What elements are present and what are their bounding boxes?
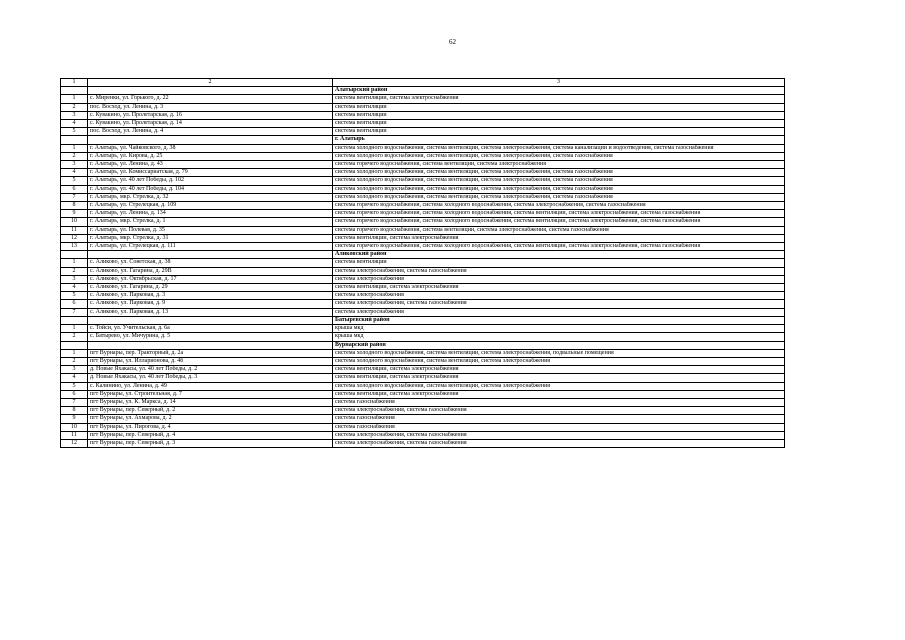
table-row xyxy=(61,267,785,275)
row-number: 10 xyxy=(61,423,88,431)
table-row xyxy=(61,103,785,111)
row-address: с. Миренки, ул. Горького, д. 22 xyxy=(88,95,333,103)
table-row xyxy=(61,366,785,374)
row-number: 1 xyxy=(61,325,88,333)
row-number: 4 xyxy=(61,120,88,128)
row-systems: система горячего водоснабжения, система холодного водоснабжения, система вентиляции, система электроснабжения, система газоснабжения xyxy=(333,218,785,226)
section-empty-cell xyxy=(88,341,333,349)
row-number: 4 xyxy=(61,169,88,177)
row-systems: система горячего водоснабжения, система вентиляции, система электроснабжения, система газоснабжения xyxy=(333,226,785,234)
row-address: пгт Вурнары, пер. Северный, д. 3 xyxy=(88,439,333,447)
row-address: пос. Восход, ул. Ленина, д. 3 xyxy=(88,103,333,111)
row-address: г. Алатырь, ул. Стрелецкая, д. 111 xyxy=(88,243,333,251)
section-empty-cell xyxy=(61,341,88,349)
row-number: 8 xyxy=(61,407,88,415)
row-systems: система холодного водоснабжения, система вентиляции, система электроснабжения, система газоснабжения xyxy=(333,193,785,201)
row-systems: система вентиляции, система электроснабжения xyxy=(333,95,785,103)
row-number: 2 xyxy=(61,152,88,160)
row-systems: система холодного водоснабжения, система вентиляции, система электроснабжения, система газоснабжения xyxy=(333,185,785,193)
table-row xyxy=(61,226,785,234)
row-number: 1 xyxy=(61,144,88,152)
row-systems: система холодного водоснабжения, система вентиляции, система электроснабжения xyxy=(333,357,785,365)
table-row xyxy=(61,374,785,382)
row-number: 10 xyxy=(61,218,88,226)
row-systems: система холодного водоснабжения, система вентиляции, система электроснабжения, система газоснабжения xyxy=(333,169,785,177)
row-number: 3 xyxy=(61,161,88,169)
table-header-row xyxy=(61,79,785,87)
row-number: 9 xyxy=(61,210,88,218)
row-number: 3 xyxy=(61,275,88,283)
row-number: 6 xyxy=(61,390,88,398)
section-row xyxy=(61,136,785,144)
row-number: 1 xyxy=(61,259,88,267)
row-systems: система электроснабжения xyxy=(333,292,785,300)
row-address: с. Аликово, ул. Гагарина, д. 29 xyxy=(88,284,333,292)
row-address: с. Тойси, ул. Учительская, д. 6а xyxy=(88,325,333,333)
row-systems: система вентиляции xyxy=(333,111,785,119)
table-row xyxy=(61,390,785,398)
row-number: 1 xyxy=(61,95,88,103)
row-address: д. Новые Яхакасы, ул. 40 лет Победы, д. 2 xyxy=(88,366,333,374)
row-systems: крыша мкд xyxy=(333,333,785,341)
row-number: 7 xyxy=(61,308,88,316)
row-number: 5 xyxy=(61,382,88,390)
row-number: 5 xyxy=(61,128,88,136)
table-row xyxy=(61,202,785,210)
table-row xyxy=(61,177,785,185)
row-address: с. Аликово, ул. Парковая, д. 3 xyxy=(88,292,333,300)
section-title: Аликовский район xyxy=(333,251,785,259)
table-row xyxy=(61,243,785,251)
row-systems: крыша мкд xyxy=(333,325,785,333)
table-row xyxy=(61,325,785,333)
row-systems: система горячего водоснабжения, система холодного водоснабжения, система вентиляции, система электроснабжения, система газоснабжения xyxy=(333,243,785,251)
section-row xyxy=(61,251,785,259)
table-row xyxy=(61,357,785,365)
row-systems: система вентиляции xyxy=(333,259,785,267)
row-systems: система горячего водоснабжения, система холодного водоснабжения, система электроснабжения, система газоснабжения xyxy=(333,202,785,210)
row-address: пгт Вурнары, ул. К. Маркса, д. 14 xyxy=(88,398,333,406)
row-number: 3 xyxy=(61,111,88,119)
table-row xyxy=(61,407,785,415)
table-row xyxy=(61,398,785,406)
row-number: 3 xyxy=(61,366,88,374)
table-row xyxy=(61,169,785,177)
row-address: пгт Вурнары, пер. Северный, д. 4 xyxy=(88,431,333,439)
row-address: пгт Вурнары, ул. Пирогова, д. 4 xyxy=(88,423,333,431)
table-row xyxy=(61,193,785,201)
row-address: г. Алатырь, ул. Ленина, д. 43 xyxy=(88,161,333,169)
row-address: г. Алатырь, ул. Комиссариатская, д. 79 xyxy=(88,169,333,177)
row-number: 2 xyxy=(61,357,88,365)
section-title: г. Алатырь xyxy=(333,136,785,144)
row-number: 2 xyxy=(61,267,88,275)
row-number: 5 xyxy=(61,292,88,300)
row-number: 6 xyxy=(61,300,88,308)
row-address: пгт Вурнары, ул. Илларионова, д. 4б xyxy=(88,357,333,365)
table-row xyxy=(61,120,785,128)
row-address: с. Кувакино, ул. Пролетарская, д. 16 xyxy=(88,111,333,119)
row-address: г. Алатырь, мкр. Стрелка, д. 31 xyxy=(88,234,333,242)
section-row xyxy=(61,341,785,349)
row-address: с. Аликово, ул. Октябрьская, д. 17 xyxy=(88,275,333,283)
row-systems: система вентиляции, система электроснабжения xyxy=(333,390,785,398)
row-systems: система холодного водоснабжения, система вентиляции, система электроснабжения xyxy=(333,382,785,390)
row-systems: система вентиляции xyxy=(333,128,785,136)
table-row xyxy=(61,300,785,308)
row-address: г. Алатырь, ул. Стрелецкая, д. 109 xyxy=(88,202,333,210)
section-empty-cell xyxy=(88,316,333,324)
row-systems: система холодного водоснабжения, система вентиляции, система электроснабжения, подвальные помещения xyxy=(333,349,785,357)
row-address: пос. Восход, ул. Ленина, д. 4 xyxy=(88,128,333,136)
row-number: 5 xyxy=(61,177,88,185)
row-systems: система электроснабжения, система газоснабжения xyxy=(333,267,785,275)
table-row xyxy=(61,144,785,152)
row-address: г. Алатырь, ул. 40 лет Победы, д. 104 xyxy=(88,185,333,193)
section-row xyxy=(61,87,785,95)
table-row xyxy=(61,308,785,316)
row-address: пгт Вурнары, ул. Строительная, д. 7 xyxy=(88,390,333,398)
table-row xyxy=(61,349,785,357)
row-number: 4 xyxy=(61,284,88,292)
row-address: с. Аликово, ул. Парковая, д. 9 xyxy=(88,300,333,308)
section-title: Вурнарский район xyxy=(333,341,785,349)
row-address: с. Калинино, ул. Ленина, д. 49 xyxy=(88,382,333,390)
section-row xyxy=(61,316,785,324)
page-number: 62 xyxy=(449,38,456,46)
table-row xyxy=(61,152,785,160)
table-row xyxy=(61,95,785,103)
section-empty-cell xyxy=(61,316,88,324)
row-number: 6 xyxy=(61,185,88,193)
row-systems: система вентиляции, система электроснабжения xyxy=(333,234,785,242)
section-title: Алатырский район xyxy=(333,87,785,95)
table-row xyxy=(61,292,785,300)
row-number: 7 xyxy=(61,398,88,406)
row-systems: система газоснабжения xyxy=(333,398,785,406)
row-address: г. Алатырь, мкр. Стрелка, д. 1 xyxy=(88,218,333,226)
row-address: г. Алатырь, ул. Чайковского, д. 38 xyxy=(88,144,333,152)
section-empty-cell xyxy=(61,136,88,144)
row-address: г. Алатырь, ул. 40 лет Победы, д. 102 xyxy=(88,177,333,185)
row-systems: система вентиляции xyxy=(333,103,785,111)
table-row xyxy=(61,185,785,193)
row-address: с. Батырево, ул. Мичурина, д. 5 xyxy=(88,333,333,341)
row-address: г. Алатырь, мкр. Стрелка, д. 32 xyxy=(88,193,333,201)
row-systems: система газоснабжения xyxy=(333,423,785,431)
table-row xyxy=(61,333,785,341)
row-address: с. Аликово, ул. Парковая, д. 13 xyxy=(88,308,333,316)
header-col-1: 1 xyxy=(61,79,88,87)
row-systems: система холодного водоснабжения, система вентиляции, система электроснабжения, система газоснабжения xyxy=(333,152,785,160)
table-row xyxy=(61,210,785,218)
table-row xyxy=(61,431,785,439)
row-systems: система электроснабжения, система газоснабжения xyxy=(333,300,785,308)
header-col-2: 2 xyxy=(88,79,333,87)
section-empty-cell xyxy=(88,87,333,95)
row-systems: система горячего водоснабжения, система вентиляции, система электроснабжения xyxy=(333,161,785,169)
table-row xyxy=(61,128,785,136)
row-number: 8 xyxy=(61,202,88,210)
section-empty-cell xyxy=(88,136,333,144)
row-systems: система холодного водоснабжения, система вентиляции, система электроснабжения, система газоснабжения xyxy=(333,177,785,185)
row-systems: система вентиляции xyxy=(333,120,785,128)
row-number: 11 xyxy=(61,431,88,439)
row-address: пгт Вурнары, пер. Тракторный, д. 2а xyxy=(88,349,333,357)
row-number: 2 xyxy=(61,333,88,341)
section-empty-cell xyxy=(61,87,88,95)
table-row xyxy=(61,415,785,423)
row-number: 11 xyxy=(61,226,88,234)
table-row xyxy=(61,275,785,283)
section-empty-cell xyxy=(88,251,333,259)
section-title: Батыревский район xyxy=(333,316,785,324)
row-number: 1 xyxy=(61,349,88,357)
row-systems: система электроснабжения, система газоснабжения xyxy=(333,439,785,447)
row-address: г. Алатырь, ул. Кирова, д. 25 xyxy=(88,152,333,160)
row-address: с. Аликово, ул. Гагарина, д. 29В xyxy=(88,267,333,275)
table-row xyxy=(61,423,785,431)
table-row xyxy=(61,234,785,242)
table-row xyxy=(61,161,785,169)
header-col-3: 3 xyxy=(333,79,785,87)
row-address: г. Алатырь, ул. Ленина, д. 134 xyxy=(88,210,333,218)
row-systems: система вентиляции, система электроснабжения xyxy=(333,284,785,292)
row-systems: система вентиляции, система электроснабжения xyxy=(333,366,785,374)
row-systems: система горячего водоснабжения, система холодного водоснабжения, система вентиляции, система электроснабжения, система газоснабжения xyxy=(333,210,785,218)
row-number: 4 xyxy=(61,374,88,382)
table-row xyxy=(61,218,785,226)
row-address: с. Кувакино, ул. Пролетарская, д. 14 xyxy=(88,120,333,128)
table-body xyxy=(61,79,785,448)
row-systems: система электроснабжения xyxy=(333,275,785,283)
table-row xyxy=(61,259,785,267)
table-row xyxy=(61,382,785,390)
row-systems: система электроснабжения, система газоснабжения xyxy=(333,407,785,415)
row-number: 9 xyxy=(61,415,88,423)
table-row xyxy=(61,111,785,119)
row-number: 12 xyxy=(61,439,88,447)
table-row xyxy=(61,284,785,292)
repair-objects-table xyxy=(60,78,785,448)
row-address: пгт Вурнары, пер. Северный, д. 2 xyxy=(88,407,333,415)
row-address: г. Алатырь, ул. Полевая, д. 35 xyxy=(88,226,333,234)
row-systems: система газоснабжения xyxy=(333,415,785,423)
row-address: с. Аликово, ул. Советская, д. 38 xyxy=(88,259,333,267)
row-number: 2 xyxy=(61,103,88,111)
section-empty-cell xyxy=(61,251,88,259)
row-systems: система электроснабжения, система газоснабжения xyxy=(333,431,785,439)
row-number: 13 xyxy=(61,243,88,251)
row-number: 12 xyxy=(61,234,88,242)
row-number: 7 xyxy=(61,193,88,201)
row-address: пгт Вурнары, ул. Ахмарова, д. 2 xyxy=(88,415,333,423)
table-row xyxy=(61,439,785,447)
row-address: д. Новые Яхакасы, ул. 40 лет Победы, д. 3 xyxy=(88,374,333,382)
row-systems: система вентиляции, система электроснабжения xyxy=(333,374,785,382)
row-systems: система холодного водоснабжения, система вентиляции, система электроснабжения, система канализации и водоотведения, система газоснабжения xyxy=(333,144,785,152)
row-systems: система электроснабжения xyxy=(333,308,785,316)
